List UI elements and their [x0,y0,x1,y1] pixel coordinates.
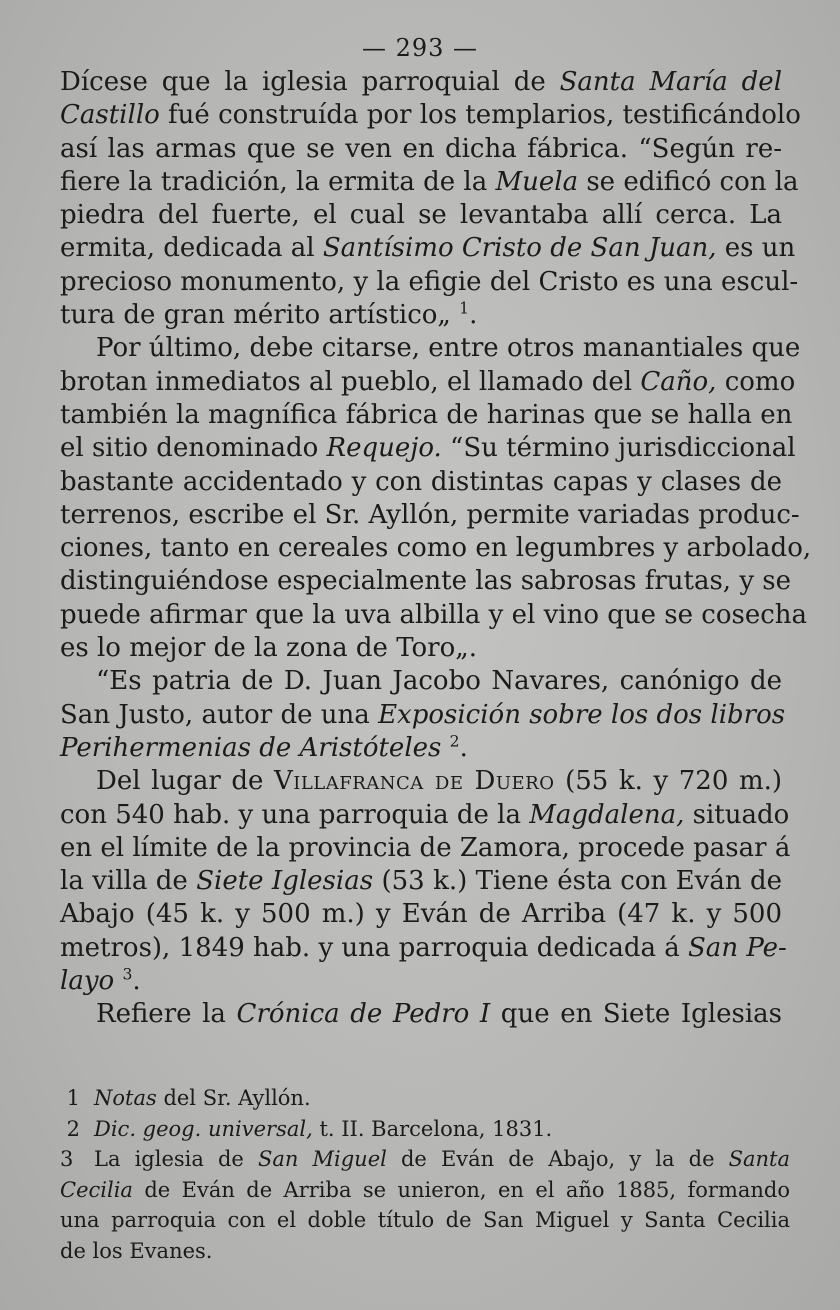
footnote-text: La iglesia de San Miguel de Eván de Abajo, y la de Santa [94,1147,791,1171]
footnote-ref: 1 [459,299,470,318]
footnote-ref: 2 [449,732,460,751]
italic-run: Muela [495,166,579,197]
italic-run: Santísimo Cristo de San Juan, [322,233,717,264]
italic-run: Santa María del [559,67,783,97]
text-line: puede afirmar que la uva albilla y el vino que se cosecha [60,599,808,630]
text-line: Perihermenias de Aristóteles $^2$. [60,732,468,763]
text-line: layo $^3$. [60,965,141,997]
footnote-number: 3 [60,1147,74,1171]
italic-run: San Miguel [257,1147,387,1171]
footnote-number: 2 [66,1116,80,1141]
text-line: así las armas que se ven en dicha fábrica. “Según re- [60,133,782,164]
footnote-1 [60,1083,790,1114]
italic-run: Notas [94,1086,157,1110]
footnote-3-line: una parroquia con el doble título de San Miguel y Santa Cecilia [60,1208,790,1232]
text-line: San Justo, autor de una Exposición sobre los dos libros [60,699,786,730]
italic-run: Santa [728,1147,791,1171]
footnote-text: Notas del Sr. Ayllón. [94,1086,311,1110]
footnote-3-line: Cecilia de Eván de Arriba se unieron, en el año 1885, formando [60,1177,790,1202]
italic-run: Crónica de Pedro I [236,999,491,1030]
text-line: con 540 hab. y una parroquia de la Magdalena, situado [60,799,790,830]
italic-run: San Pe- [688,932,787,963]
text-line: brotan inmediatos al pueblo, el llamado del Caño, como [60,366,796,397]
paragraph-start: Del lugar de Villafranca de Duero (55 k. y 720 m.) [96,766,783,797]
text-line: la villa de Siete Iglesias (53 k.) Tiene ésta con Eván de [60,866,782,897]
italic-run: layo [60,966,115,997]
footnote-number: 1 [66,1086,80,1110]
text-line: ciones, tanto en cereales como en legumbres y arbolado, [60,533,812,564]
paragraph-start: Por último, debe citarse, entre otros manantiales que [96,333,801,364]
text-line: en el límite de la provincia de Zamora, procede pasar á [60,832,791,863]
italic-run: Perihermenias de Aristóteles [60,732,442,763]
footnote-2 [60,1114,790,1145]
text-line: Abajo (45 k. y 500 m.) y Eván de Arriba (47 k. y 500 [60,899,782,930]
footnote-ref: 3 [122,965,133,984]
footnote-3 [60,1144,790,1175]
footnote-3-line: de los Evanes. [60,1238,213,1263]
text-line: tura de gran mérito artístico„ $^1$. [60,299,478,331]
italic-run: Cecilia [60,1177,133,1202]
paragraph-start: “Es patria de D. Juan Jacobo Navares, canónigo de [96,666,782,697]
italic-run: Caño, [640,366,717,397]
text-line: Castillo fué construída por los templarios, testificándolo [60,100,801,131]
italic-run: Siete Iglesias [196,866,374,897]
text-line: terrenos, escribe el Sr. Ayllón, permite variadas produc- [60,499,800,530]
text-line: piedra del fuerte, el cual se levantaba allí cerca. La [60,200,782,231]
italic-run: Requejo. [326,433,442,464]
text-line: bastante accidentado y con distintas capas y clases de [60,466,782,497]
italic-run: Castillo [60,100,160,131]
text-line: el sitio denominado Requejo. “Su término jurisdiccional [60,433,796,464]
text-line: ermita, dedicada al Santísimo Cristo de San Juan, es un [60,233,796,264]
footnote-text: Dic. geog. universal, t. II. Barcelona, 1831. [94,1116,553,1141]
text-line: es lo mejor de la zona de Toro„. [60,633,478,664]
page-number: — 293 — [361,34,479,62]
text-line: precioso monumento, y la efigie del Cristo es una escul- [60,266,799,297]
text-line: también la magnífica fábrica de harinas que se halla en [60,399,793,430]
paragraph-start: Refiere la Crónica de Pedro I que en Siete Iglesias [96,999,782,1030]
italic-run: Dic. geog. universal, [94,1116,313,1141]
text-line: distinguiéndose especialmente las sabrosas frutas, y se [60,566,792,597]
footnotes [60,1083,790,1266]
italic-run: Exposición sobre los dos libros [378,699,786,730]
small-caps-run: Villafranca de Duero [273,766,555,797]
italic-run: Magdalena, [529,799,685,830]
text-line: Dícese que la iglesia parroquial de Santa María del [60,67,783,97]
body-text [60,66,812,1032]
text-line: fiere la tradición, la ermita de la Muela se edificó con la [60,166,799,197]
text-line: metros), 1849 hab. y una parroquia dedicada á San Pe- [60,932,787,963]
